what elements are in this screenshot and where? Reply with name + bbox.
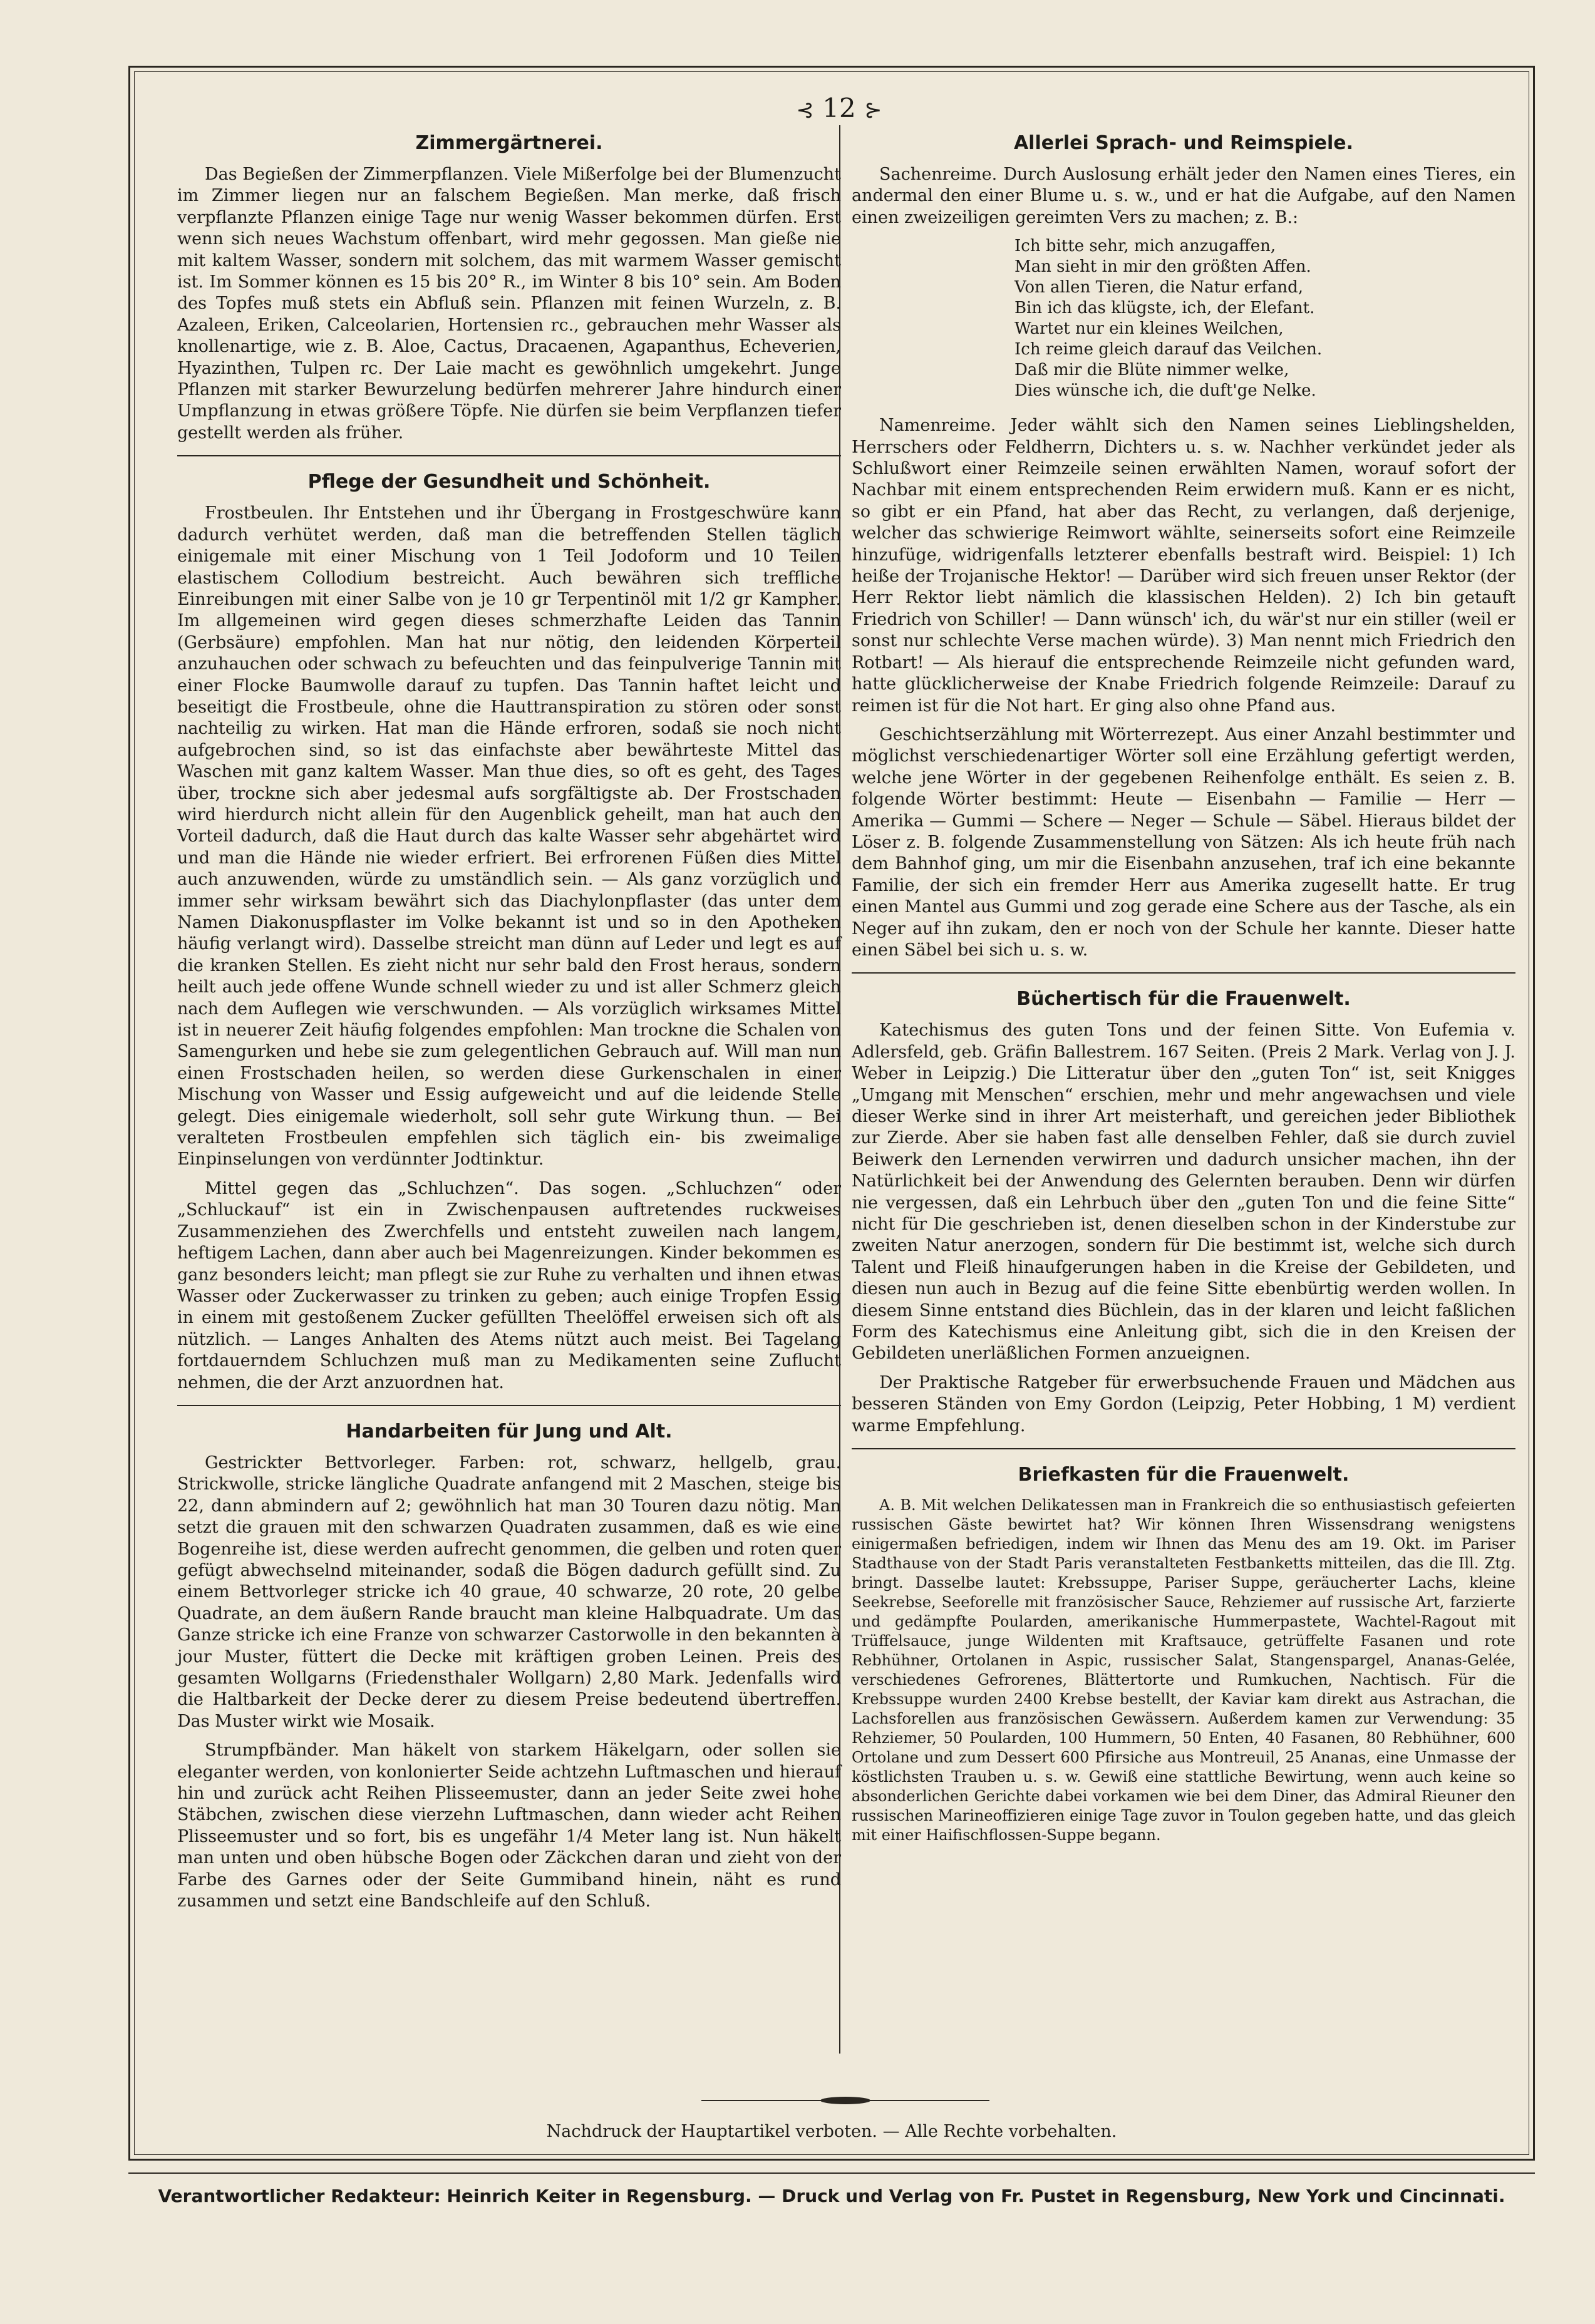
article-paragraph: Geschichtserzählung mit Wörterrezept. Aus einer Anzahl bestimmter und möglichst verschiedenartiger Wörter soll eine Erzählung gefertigt werden, welche jene Wörter in der gegebenen Reihenfolge enthält. Es seien z. B. folgende Wörter bestimmt: Heute — Eisenbahn — Familie — Herr — Amerika — Gummi — Schere — Neger — Schule — Säbel. Hieraus bildet der Löser z. B. folgende Zusammenstellung von Sätzen: Als ich heute früh nach dem Bahnhof ging, um mir die Eisenbahn anzusehen, traf ich eine bekannte Familie, der sich ein fremder Herr aus Amerika zugesellt hatte. Er trug einen Mantel aus Gummi und zog gerade eine Schere aus der Tasche, als ein Neger auf ihn zukam, den er noch von der Schule her kannte. Dieser hatte einen Säbel bei sich u. s. w. — [852, 724, 1515, 960]
rhyme-poem — [1014, 236, 1515, 401]
poem-line: Ich reime gleich darauf das Veilchen. — [1014, 340, 1323, 359]
section-title-gesundheit: Pflege der Gesundheit und Schönheit. — [307, 471, 711, 493]
poem-line: Dies wünsche ich, die duft'ge Nelke. — [1014, 381, 1316, 401]
ornament-left-icon: ⊰ — [796, 98, 814, 123]
page-number — [764, 93, 914, 126]
poem-line: Wartet nur ein kleines Weilchen, — [1014, 319, 1284, 339]
section-title-briefkasten: Briefkasten für die Frauenwelt. — [1018, 1464, 1350, 1486]
article-paragraph: Mittel gegen das „Schluchzen“. Das sogen. „Schluchzen“ oder „Schluckauf“ ist ein in Zwischenpausen auftretendes ruckweises Zusammenziehen des Zwerchfells und entsteht zuweilen nach langem, heftigem Lachen, dann aber auch bei Magenreizungen. Kinder bekommen es ganz besonders leicht; man pflegt sie zur Ruhe zu verhalten und ihnen etwas Wasser oder Zuckerwasser zu trinken zu geben; auch einige Tropfen Essig in einem mit gestoßenem Zucker gefüllten Theelöffel erweisen sich oft als nützlich. — Langes Anhalten des Atems nützt auch meist. Bei Tagelang fortdauerndem Schluchzen muß man zu Medikamenten seine Zuflucht nehmen, die der Arzt anzuordnen hat. — [177, 1178, 841, 1392]
article-paragraph: Der Praktische Ratgeber für erwerbsuchende Frauen und Mädchen aus besseren Ständen von Emy Gordon (Leipzig, Peter Hobbing, 1 M) verdient warme Empfehlung. — [852, 1372, 1515, 1436]
section-title-zimmergaertnerei: Zimmergärtnerei. — [415, 132, 603, 154]
section-handarbeiten — [177, 1405, 841, 1913]
ornament-divider-icon — [701, 2094, 989, 2107]
poem-line: Daß mir die Blüte nimmer welke, — [1014, 361, 1289, 380]
section-title-sprachspiele: Allerlei Sprach- und Reimspiele. — [1013, 132, 1354, 154]
ornament-right-icon: ⊱ — [864, 98, 882, 123]
section-gesundheit — [177, 455, 841, 1394]
section-briefkasten — [852, 1448, 1515, 1845]
article-paragraph: Strumpfbänder. Man häkelt von starkem Häkelgarn, oder sollen sie eleganter werden, von konlonierter Seide achtzehn Luftmaschen und hierauf hin und zurück acht Reihen Plisseemuster, dann an jeder Seite zwei hohe Stäbchen, zwischen diese vierzehn Luftmaschen, dann wieder acht Reihen Plisseemuster und so fort, bis es ungefähr 1/4 Meter lang ist. Nun häkelt man unten und oben hübsche Bogen oder Zäckchen daran und zieht von der Farbe des Garnes oder der Seite Gummiband hinein, näht es rund zusammen und setzt eine Bandschleife auf den Schluß. — [177, 1740, 841, 1911]
left-column — [177, 131, 841, 1920]
article-paragraph: Das Begießen der Zimmerpflanzen. Viele Mißerfolge bei der Blumenzucht im Zimmer liegen nur an falschem Begießen. Man merke, daß frisch verpflanzte Pflanzen einige Tage nur wenig Wasser bekommen dürfen. Erst wenn sich neues Wachstum offenbart, wird mehr gegossen. Man gieße nie mit kaltem Wasser, sondern mit solchem, das mit warmem Wasser gemischt ist. Im Sommer können es 15 bis 20° R., im Winter 8 bis 10° sein. Am Boden des Topfes muß stets ein Abfluß sein. Pflanzen mit feinen Wurzeln, z. B. Azaleen, Eriken, Calceolarien, Hortensien rc., gebrauchen mehr Wasser als knollenartige, wie z. B. Aloe, Cactus, Dracaenen, Agapanthus, Echeverien, Hyazinthen, Tulpen rc. Der Laie macht es gewöhnlich umgekehrt. Junge Pflanzen mit starker Bewurzelung bedürfen mehrerer Jahre hindurch einer Umpflanzung in etwas größere Töpfe. Nie dürfen sie beim Verpflanzen tiefer gestellt werden als früher. — [177, 165, 841, 443]
section-buechertisch — [852, 972, 1515, 1437]
article-paragraph: Gestrickter Bettvorleger. Farben: rot, schwarz, hellgelb, grau. Strickwolle, stricke längliche Quadrate anfangend mit 2 Maschen, steige bis 22, dann abmindern auf 2; gewöhnlich hat man 30 Touren dazu nötig. Man setzt die grauen mit den schwarzen Quadraten zusammen, daß es wie eine Bogenreihe ist, diese werden aufrecht genommen, die gelben und roten quer gefügt abwechselnd miteinander, sodaß die Bögen dadurch gefüllt sind. Zu einem Bettvorleger stricke ich 40 graue, 40 schwarze, 20 rote, 20 gelbe Quadrate, an dem äußern Rande braucht man kleine Halbquadrate. Um das Ganze stricke ich eine Franze von schwarzer Castorwolle in den bekannten à jour Muster, füttert die Decke mit kräftigen groben Leinen. Preis des gesamten Wollgarns (Friedensthaler Wollgarn) 2,80 Mark. Jedenfalls wird die Haltbarkeit der Decke derer zu diesem Preise bedeutend übertreffen. Das Muster wirkt wie Mosaik. — [177, 1452, 841, 1731]
page-number-value: 12 — [822, 93, 856, 123]
right-column — [852, 131, 1515, 1853]
article-paragraph: Sachenreime. Durch Auslosung erhält jeder den Namen eines Tieres, ein andermal den einer Blume u. s. w., und er hat die Aufgabe, auf den Namen einen zweizeiligen gereimten Vers zu machen; z. B.: — [852, 165, 1515, 227]
poem-line: Man sieht in mir den größten Affen. — [1014, 257, 1311, 277]
poem-line: Bin ich das klügste, ich, der Elefant. — [1014, 299, 1315, 318]
article-paragraph: Katechismus des guten Tons und der feinen Sitte. Von Eufemia v. Adlersfeld, geb. Gräfin Ballestrem. 167 Seiten. (Preis 2 Mark. Verlag von J. J. Weber in Leipzig.) Die Litteratur über den „guten Ton“ ist, seit Knigges „Umgang mit Menschen“ erschien, mehr und mehr angewachsen und viele dieser Werke sind in ihrer Art meisterhaft, und gereichen jeder Bibliothek zur Zierde. Aber sie haben fast alle denselben Fehler, daß sie durch zuviel Beiwerk den Lernenden verwirren und dadurch unsicher machen, ihn der Natürlichkeit bei der Anwendung des Gelernten berauben. Denn wir dürfen nie vergessen, daß ein Lehrbuch über den „guten Ton und die feine Sitte“ nicht für Die geschrieben ist, denen dieselben schon in der Kinderstube zur zweiten Natur anerzogen, sondern für Die bestimmt ist, welche sich durch Talent und Fleiß hinaufgerungen haben in die Kreise der Gebildeten, und diesen nun auch in Bezug auf die feine Sitte ebenbürtig werden wollen. In diesem Sinne entstand dies Büchlein, das in der klaren und leicht faßlichen Form des Katechismus eine Anleitung gibt, sich die in den Kreisen der Gebildeten unerläßlichen Formen anzueignen. — [852, 1021, 1515, 1364]
article-paragraph: A. B. Mit welchen Delikatessen man in Frankreich die so enthusiastisch gefeierten russischen Gäste bewirtet hat? Wir können Ihren Wissensdrang wenigstens einigermaßen befriedigen, indem wir Ihnen das Menu des am 19. Okt. im Pariser Stadthause von der Stadt Paris veranstalteten Festbanketts mitteilen, das die Ill. Ztg. bringt. Dasselbe lautet: Krebssuppe, Pariser Suppe, geräucherter Lachs, kleine Seekrebse, Seeforelle mit französischer Sauce, Rehziemer auf russische Art, farzierte und gedämpfte Poularden, amerikanische Hummerpastete, Wachtel-Ragout mit Trüffelsauce, junge Wildenten mit Kraftsauce, getrüffelte Fasanen und rote Rebhühner, Ortolanen in Aspic, russischer Salat, Stangenspargel, Ananas-Gelée, verschiedenes Gefrorenes, Blättertorte und Rumkuchen, Nachtisch. Für die Krebssuppe wurden 2400 Krebse bestellt, der Kaviar kam direkt aus Astrachan, die Lachsforellen aus französischen Gewässern. Außerdem kamen zur Verwendung: 35 Rehziemer, 50 Poularden, 100 Hummern, 50 Enten, 40 Fasanen, 80 Rebhühner, 600 Ortolane und zum Dessert 600 Pfirsiche aus Montreuil, 25 Ananas, eine Unmasse der köstlichsten Trauben u. s. w. Gewiß eine stattliche Bewirtung, wenn auch keine so absonderlichen Gerichte dabei vorkamen wie bei dem Diner, das Admiral Rieuner den russischen Marineoffizieren einige Tage zuvor in Toulon gegeben hatte, und das gleich mit einer Haifischflossen-Suppe begann. — [852, 1496, 1515, 1844]
reprint-notice: Nachdruck der Hauptartikel verboten. — Alle Rechte vorbehalten. — [546, 2122, 1117, 2141]
imprint-rule — [128, 2172, 1535, 2174]
section-title-handarbeiten: Handarbeiten für Jung und Alt. — [346, 1420, 673, 1442]
poem-line: Von allen Tieren, die Natur erfand, — [1014, 278, 1304, 297]
article-paragraph: Namenreime. Jeder wählt sich den Namen seines Lieblingshelden, Herrschers oder Feldherrn, Dichters u. s. w. Nachher verkündet jeder als Schlußwort einer Reimzeile seinen erwählten Namen, worauf sofort der Nachbar mit einem entsprechenden Reim erwidern muß. Kann er es nicht, so gibt er ein Pfand, hat aber das Recht, zu verlangen, daß derjenige, welcher das schwierige Reimwort wählte, seinerseits sofort eine Reimzeile hinzufüge, widrigenfalls letzterer ebenfalls bestraft wird. Beispiel: 1) Ich heiße der Trojanische Hektor! — Darüber wird sich freuen unser Rektor (der Herr Rektor liebt nämlich die klassischen Helden). 2) Ich bin getauft Friedrich von Schiller! — Dann wünsch' ich, du wär'st nur ein stiller (weil er sonst nur schlechte Verse machen würde). 3) Man nennt mich Friedrich den Rotbart! — Als hierauf die entsprechende Reimzeile nicht gefunden ward, hatte glücklicherweise der Knabe Friedrich folgende Reimzeile: Darauf zu reimen ist für die Not hart. Er ging also ohne Pfand aus. — [852, 416, 1515, 716]
article-paragraph: Frostbeulen. Ihr Entstehen und ihr Übergang in Frostgeschwüre kann dadurch verhütet werden, daß man die betreffenden Stellen täglich einigemale mit einer Mischung von 1 Teil Jodoform und 10 Teilen elastischem Collodium bestreicht. Auch bewähren sich treffliche Einreibungen mit einer Salbe von je 10 gr Terpentinöl mit 1/2 gr Kampher. Im allgemeinen wird gegen dieses schmerzhafte Leiden das Tannin (Gerbsäure) empfohlen. Man hat nur nötig, den leidenden Körperteil anzuhauchen oder schwach zu befeuchten und das feinpulverige Tannin mit einer Flocke Baumwolle darauf zu tupfen. Das Tannin haftet leicht und beseitigt die Frostbeule, ohne die Hauttranspiration zu stören oder sonst nachteilig zu wirken. Hat man die Hände erfroren, sodaß sie noch nicht aufgebrochen sind, so ist das einfachste aber bewährteste Mittel das Waschen mit ganz kaltem Wasser. Man thue dies, so oft es geht, des Tages über, trockne sich aber jedesmal aufs sorgfältigste ab. Der Frostschaden wird hierdurch nicht allein für den Augenblick geheilt, man hat auch den Vorteil dadurch, daß die Haut durch das kalte Wasser sehr abgehärtet wird und man die Hände nie wieder erfriert. Bei erfrorenen Füßen dies Mittel auch anzuwenden, würde zu umständlich sein. — Als ganz vorzüglich und immer sehr wirksam bewährt sich das Diachylonpflaster (das unter dem Namen Diakonuspflaster im Volke bekannt ist und so in den Apotheken häufig verlangt wird). Dasselbe streicht man dünn auf Leder und legt es auf die kranken Stellen. Es zieht nicht nur sehr bald den Frost heraus, sondern heilt auch jede offene Wunde schnell wieder zu und ist aller Schmerz gleich nach dem Auflegen wie verschwunden. — Als vorzüglich wirksames Mittel ist in neuerer Zeit häufig folgendes empfohlen: Man trockne die Schalen von Samengurken und hebe sie zum gelegentlichen Gebrauch auf. Will man nun einen Frostschaden heilen, so werden diese Gurkenschalen in einer Mischung von Wasser und Essig aufgeweicht und auf die leidende Stelle gelegt. Dies einigemale wiederholt, soll sehr gute Wirkung thun. — Bei veralteten Frostbeulen empfehlen sich täglich ein- bis zweimalige Einpinselungen von verdünnter Jodtinktur. — [177, 503, 841, 1170]
section-title-buechertisch: Büchertisch für die Frauenwelt. — [1016, 988, 1351, 1010]
poem-line: Ich bitte sehr, mich anzugaffen, — [1014, 237, 1276, 256]
imprint-line: Verantwortlicher Redakteur: Heinrich Keiter in Regensburg. — Druck und Verlag von Fr. Pustet in Regensburg, New York und Cincinnati. — [158, 2186, 1505, 2206]
